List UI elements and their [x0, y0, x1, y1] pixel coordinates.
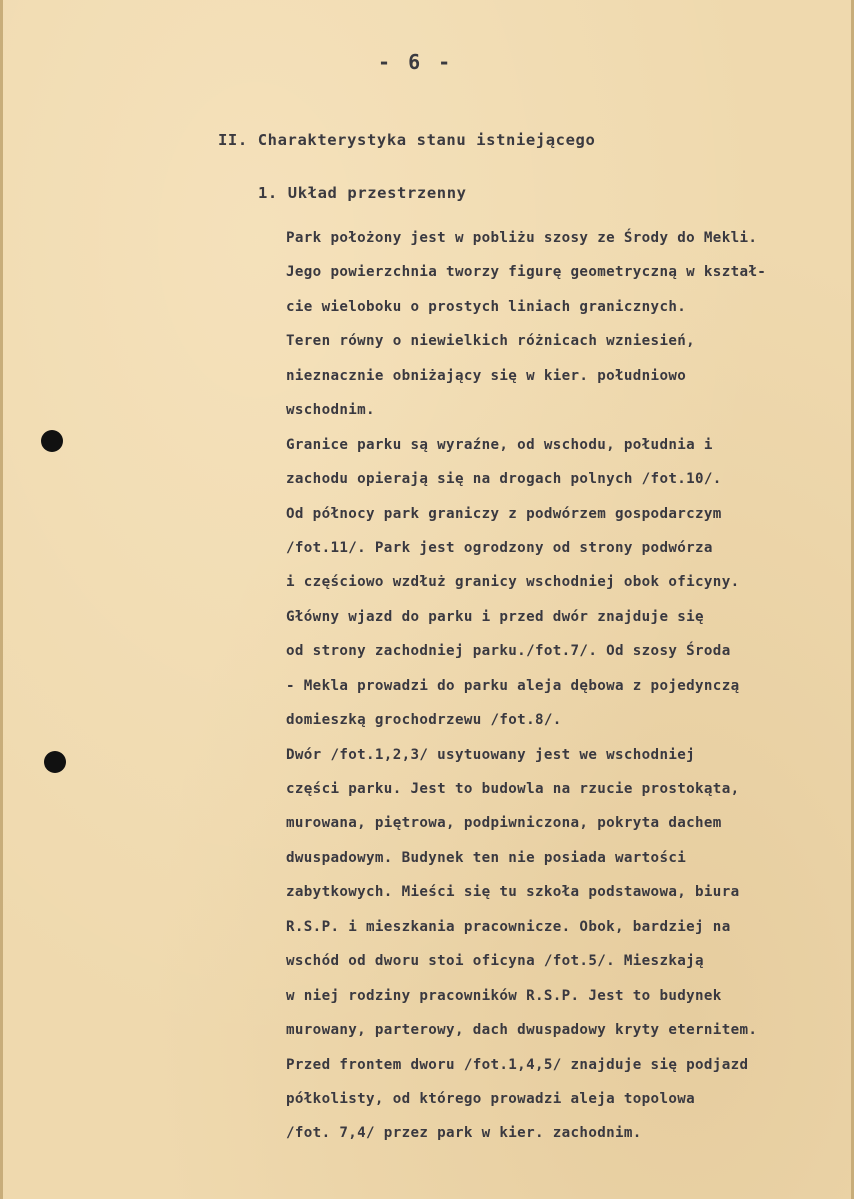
text-line: Od północy park graniczy z podwórzem gospodarczym	[286, 505, 722, 522]
text-line: wschód od dworu stoi oficyna /fot.5/. Mieszkają	[286, 953, 704, 970]
text-line: półkolisty, od którego prowadzi aleja topolowa	[286, 1090, 696, 1107]
text-line: nieznacznie obniżający się w kier. południowo	[286, 367, 687, 384]
section-title: II. Charakterystyka stanu istniejącego	[218, 131, 596, 149]
text-line: R.S.P. i mieszkania pracownicze. Obok, bardziej na	[286, 918, 731, 935]
text-line: Teren równy o niewielkich różnicach wzniesień,	[286, 333, 696, 350]
text-line: zachodu opierają się na drogach polnych /fot.10/.	[286, 471, 722, 488]
text-line: części parku. Jest to budowla na rzucie prostokąta,	[286, 781, 740, 797]
page-left-edge	[0, 0, 3, 1199]
subsection-title: 1. Układ przestrzenny	[258, 184, 467, 202]
punch-hole-top	[41, 430, 63, 452]
text-line: - Mekla prowadzi do parku aleja dębowa z pojedynczą	[286, 677, 740, 694]
text-line: Jego powierzchnia tworzy figurę geometryczną w kształ-	[286, 264, 767, 281]
punch-hole-bottom	[44, 751, 66, 773]
text-line: murowany, parterowy, dach dwuspadowy kryty eternitem.	[286, 1022, 758, 1039]
text-line: /fot. 7,4/ przez park w kier. zachodnim.	[286, 1125, 642, 1142]
text-line: Park położony jest w pobliżu szosy ze Środy do Mekli.	[286, 230, 758, 246]
text-line: i częściowo wzdłuż granicy wschodniej obok oficyny.	[286, 574, 740, 591]
text-line: Granice parku są wyraźne, od wschodu, południa i	[286, 436, 713, 453]
text-line: Główny wjazd do parku i przed dwór znajduje się	[286, 608, 704, 625]
text-line: domieszką grochodrzewu /fot.8/.	[286, 712, 562, 729]
text-line: cie wieloboku o prostych liniach granicznych.	[286, 298, 687, 315]
text-line: murowana, piętrowa, podpiwniczona, pokryta dachem	[286, 815, 722, 832]
text-line: wschodnim.	[286, 402, 375, 419]
text-line: /fot.11/. Park jest ogrodzony od strony podwórza	[286, 539, 713, 556]
text-line: Dwór /fot.1,2,3/ usytuowany jest we wschodniej	[286, 746, 696, 763]
page-number: - 6 -	[378, 50, 454, 74]
text-line: od strony zachodniej parku./fot.7/. Od szosy Środa	[286, 643, 731, 660]
text-line: Przed frontem dworu /fot.1,4,5/ znajduje się podjazd	[286, 1056, 749, 1073]
text-line: zabytkowych. Mieści się tu szkoła podstawowa, biura	[286, 884, 740, 901]
text-line: w niej rodziny pracowników R.S.P. Jest to budynek	[286, 987, 722, 1004]
text-line: dwuspadowym. Budynek ten nie posiada wartości	[286, 849, 687, 866]
body-text	[286, 228, 846, 1158]
